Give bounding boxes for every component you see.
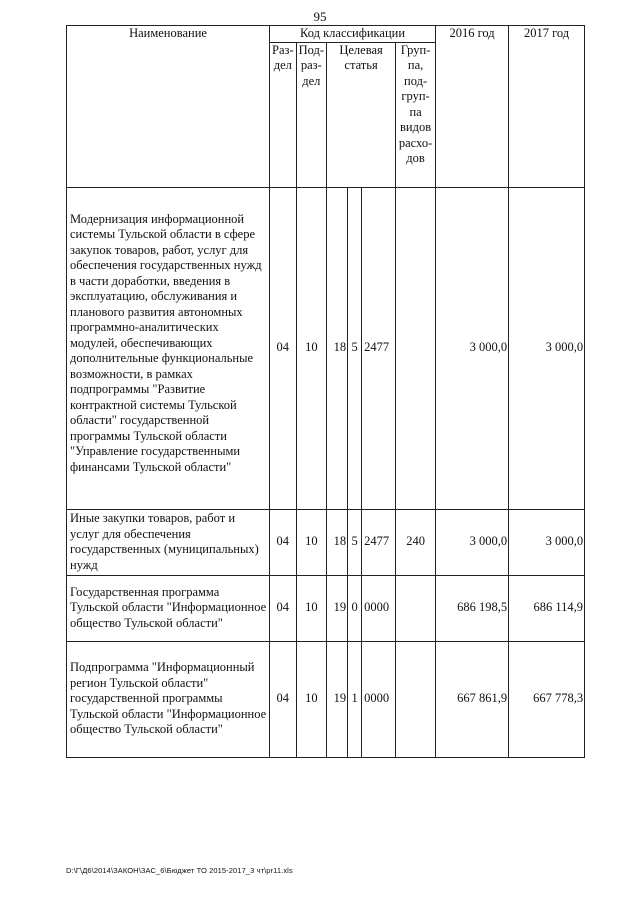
row-razdel: 04 — [270, 187, 297, 509]
row-value-2017: 3 000,0 — [509, 509, 585, 575]
table-row — [67, 641, 585, 757]
row-target-program: 19 — [327, 575, 348, 641]
header-year-2016: 2016 год — [436, 26, 509, 188]
row-target-direction: 2477 — [362, 509, 396, 575]
table-row — [67, 575, 585, 641]
row-name: Модернизация информационной системы Тульской области в сфере закупок товаров, работ, услуг для обеспечения государственных нужд в части доработки, введения в эксплуатацию, обслуживания и планового развития автономных программно-аналитических модулей, обеспечивающих дополнительные функциональные возможности, в рамках подпрограммы "Развитие контрактной системы Тульской области" государственной программы Тульской области "Управление государственными финансами Тульской области" — [67, 187, 270, 509]
header-razdel: Раз- дел — [270, 42, 297, 187]
row-expense-group — [396, 187, 436, 509]
row-name: Иные закупки товаров, работ и услуг для обеспечения государственных (муниципальных) нужд — [67, 509, 270, 575]
header-expense-group: Груп- па, под- груп- па видов расхо- дов — [396, 42, 436, 187]
header-target-article: Целевая статья — [327, 42, 396, 187]
row-podrazdel: 10 — [296, 641, 326, 757]
row-value-2016: 3 000,0 — [436, 187, 509, 509]
row-value-2017: 686 114,9 — [509, 575, 585, 641]
header-code-group: Код классификации — [270, 26, 436, 43]
row-podrazdel: 10 — [296, 187, 326, 509]
row-target-subprogram: 1 — [348, 641, 362, 757]
row-value-2017: 667 778,3 — [509, 641, 585, 757]
row-name: Подпрограмма "Информационный регион Тульской области" государственной программы Тульской области "Информационное общество Тульской области" — [67, 641, 270, 757]
row-value-2016: 667 861,9 — [436, 641, 509, 757]
row-target-subprogram: 0 — [348, 575, 362, 641]
row-target-direction: 2477 — [362, 187, 396, 509]
budget-table — [66, 25, 585, 758]
row-target-direction: 0000 — [362, 575, 396, 641]
row-podrazdel: 10 — [296, 575, 326, 641]
row-name: Государственная программа Тульской области "Информационное общество Тульской области" — [67, 575, 270, 641]
row-razdel: 04 — [270, 575, 297, 641]
row-expense-group — [396, 641, 436, 757]
file-path-footer: D:\Г\Д6\2014\ЗАКОН\ЗАС_6\Бюджет ТО 2015-2017_3 чт\pr11.xls — [66, 866, 293, 875]
row-target-direction: 0000 — [362, 641, 396, 757]
row-target-program: 18 — [327, 187, 348, 509]
row-razdel: 04 — [270, 509, 297, 575]
header-year-2017: 2017 год — [509, 26, 585, 188]
table-row — [67, 187, 585, 509]
row-target-program: 19 — [327, 641, 348, 757]
row-expense-group — [396, 575, 436, 641]
row-value-2016: 686 198,5 — [436, 575, 509, 641]
row-razdel: 04 — [270, 641, 297, 757]
row-target-subprogram: 5 — [348, 187, 362, 509]
row-value-2016: 3 000,0 — [436, 509, 509, 575]
header-podrazdel: Под- раз- дел — [296, 42, 326, 187]
page-number: 95 — [313, 9, 327, 24]
row-expense-group: 240 — [396, 509, 436, 575]
header-name: Наименование — [67, 26, 270, 188]
row-target-subprogram: 5 — [348, 509, 362, 575]
row-target-program: 18 — [327, 509, 348, 575]
row-podrazdel: 10 — [296, 509, 326, 575]
row-value-2017: 3 000,0 — [509, 187, 585, 509]
table-row — [67, 509, 585, 575]
